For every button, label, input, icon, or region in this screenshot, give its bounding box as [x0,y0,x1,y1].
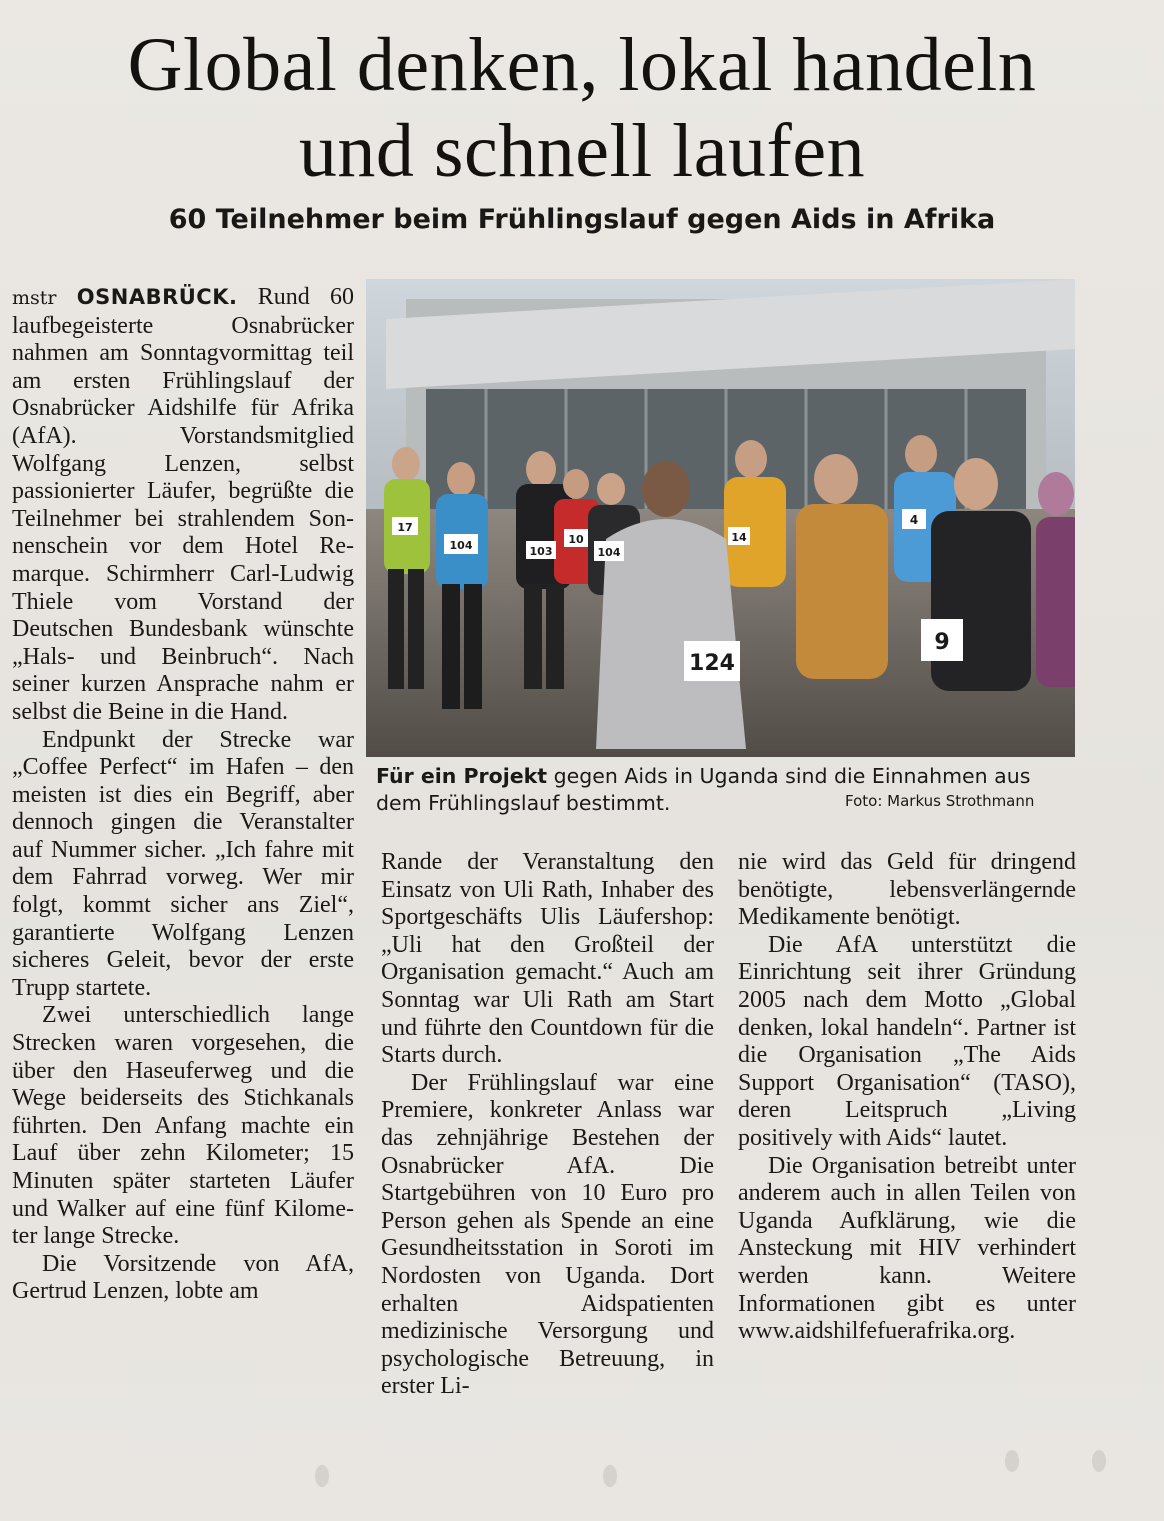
article-headline [0,22,1164,194]
headline-line-1: Global denken, lokal handeln [127,23,1037,107]
bib-number: 103 [529,545,553,558]
paragraph-text: Rund 60 laufbegeisterte Osnabrücker nahmen am Sonntagvormittag teil am ersten Frühlingslauf der Osnabrücker Aidshilfe für Afrika (AfA). Vorstandsmitglied Wolfgang Lenzen, selbst passionierter Läufer, begrüßte die Teilnehmer bei strahlendem Sonnenschein vor dem Hotel Remarque. Schirmherr Carl-Ludwig Thiele vom Vorstand der Deutschen Bundesbank wünschte „Hals- und Beinbruch“. Nach seiner kurzen Ansprache nahm er selbst die Beine in die Hand. [12,284,355,725]
paragraph: Die AfA unterstützt die Einrichtung seit ihrer Gründung 2005 nach dem Motto „Global denken, lokal handeln“. Partner ist die Organisation „The Aids Support Organisation“ (TASO), deren Leitspruch „Living positively with Aids“ lautet. [738,931,1076,1151]
bib-number: 10 [568,533,584,546]
bib-number: 104 [449,539,473,552]
photo-credit: Foto: Markus Strothmann [845,792,1035,810]
dateline: OSNABRÜCK. [76,285,238,309]
paragraph: Die Organisation betreibt unter anderem auch in allen Teilen von Uganda Aufklärung, wie die Ansteckung mit HIV verhindert werden kann. Weitere Informationen gibt es unter www.aidshilfefuerafrika.org. [738,1152,1076,1345]
paragraph: Endpunkt der Strecke war „Coffee Perfect“ im Hafen – den meisten ist dies ein Begriff, aber dennoch gingen die Veranstalter auf Nummer sicher. „Ich fahre mit dem Fahrrad vorweg. Wer mir folgt, kommt sicher ans Ziel“, garantierte Wolfgang Lenzen sicheres Geleit, bevor der erste Trupp startete. [12,726,354,1001]
paragraph: Zwei unterschiedlich lange Strecken waren vorgesehen, die über den Haseuferweg und die Wege beiderseits des Stichkanals führten. Den Anfang machte ein Lauf über zehn Kilometer; 15 Minuten später starteten Läufer und Walker auf eine fünf Kilometer lange Strecke. [12,1002,354,1250]
scan-smudge [1005,1450,1019,1472]
bib-number: 104 [597,546,621,559]
bib-number: 17 [397,521,413,534]
scan-smudge [603,1465,617,1487]
article-photo [366,279,1075,757]
headline-line-2: und schnell laufen [298,109,866,193]
article-column-1 [12,284,354,1306]
caption-text: gegen Aids in Uganda sind die Einnahmen aus dem Frühlingslauf bestimmt. [376,764,1031,815]
runners-photo-illustration [366,279,1075,757]
bib-number: 4 [909,513,919,527]
paragraph: Die Vorsitzende von AfA, Gertrud Lenzen, lobte am [12,1250,354,1305]
byline: mstr [12,287,57,309]
paragraph [12,284,354,727]
paragraph: Rande der Veranstaltung den Einsatz von Uli Rath, Inhaber des Sportgeschäfts Ulis Läufershop: „Uli hat den Großteil der Organisation gemacht.“ Auch am Sonntag war Uli Rath am Start und führte den Countdown für die Starts durch. [381,849,714,1069]
bib-number: 9 [934,630,950,655]
caption-lead: Für ein Projekt [376,764,548,788]
scan-smudge [1092,1450,1106,1472]
article-subheadline: 60 Teilnehmer beim Frühlingslauf gegen Aids in Afrika [168,204,996,235]
bib-number: 124 [689,651,735,676]
scan-smudge [315,1465,329,1487]
paragraph: nie wird das Geld für dringend benötigte, lebensverlängernde Medikamente benötigt. [738,849,1076,931]
bib-number: 14 [731,531,747,544]
article-column-2 [381,849,714,1401]
paragraph: Der Frühlingslauf war eine Premiere, konkreter Anlass war das zehnjährige Bestehen der Osnabrücker AfA. Die Startgebühren von 10 Euro pro Person gehen als Spende an eine Gesundheitsstation in Soroti im Nordosten von Uganda. Dort erhalten Aidspatienten medizinische Versorgung und psychologische Betreuung, in erster Li- [381,1069,714,1400]
article-column-3 [738,849,1076,1346]
